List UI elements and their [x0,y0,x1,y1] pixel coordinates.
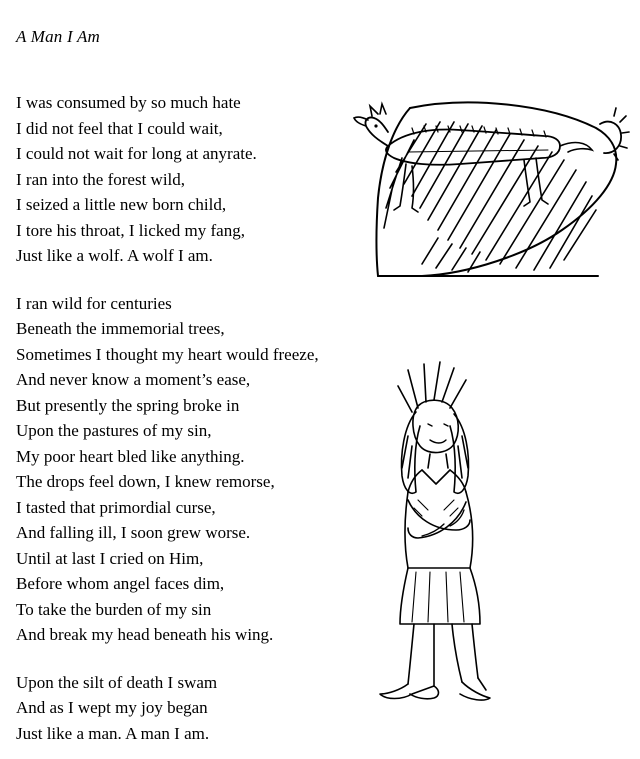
poem-line: Until at last I cried on Him, [16,548,204,568]
poem-line: I could not wait for long at anyrate. [16,144,257,163]
poem-line: And as I wept my joy began [16,698,208,717]
poem-line: Beneath the immemorial trees, [16,319,225,338]
poem-line: And break my head beneath his wing. [16,625,274,644]
poem-line: I tore his throat, I licked my fang, [16,220,245,240]
stanza [16,90,346,269]
page-title: A Man I Am [16,27,101,46]
poem-line: The drops feel down, I knew remorse, [16,472,275,491]
poem-line: I did not feel that I could wait, [16,118,223,138]
poem-line: I was consumed by so much hate [16,93,241,112]
poem-line: I ran wild for centuries [16,293,172,313]
poem-body [16,90,346,746]
stanza [16,670,346,747]
stanza [16,291,346,648]
poem-line: And never know a moment’s ease, [16,370,251,389]
poem-line: Just like a man. A man I am. [16,723,210,743]
poem-line: Before whom angel faces dim, [16,574,225,593]
standing-figure-illustration [330,350,620,710]
poem-line: Upon the silt of death I swam [16,672,218,692]
poem-line: I ran into the forest wild, [16,169,186,189]
poem-line: To take the burden of my sin [16,599,212,619]
wolf-illustration [348,88,628,288]
poem-line: I tasted that primordial curse, [16,497,216,517]
poem-line: I seized a little new born child, [16,195,227,214]
poem-line: Upon the pastures of my sin, [16,421,212,440]
poem-line: And falling ill, I soon grew worse. [16,523,251,542]
poem-line: Just like a wolf. A wolf I am. [16,246,213,265]
poem-line: But presently the spring broke in [16,395,240,415]
poem-line: My poor heart bled like anything. [16,446,245,466]
poem-line: Sometimes I thought my heart would freeze, [16,344,319,364]
